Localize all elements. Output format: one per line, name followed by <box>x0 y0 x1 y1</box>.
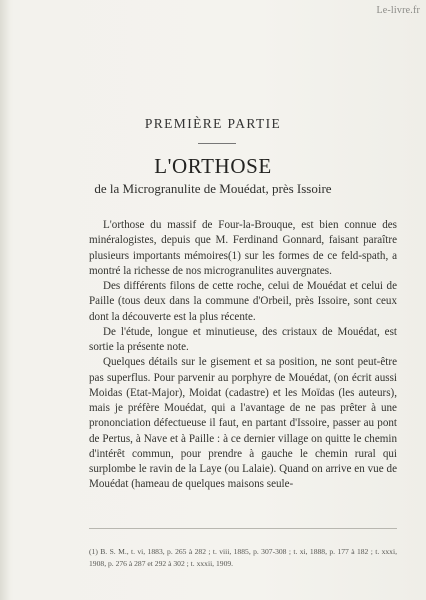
body-text <box>89 218 397 493</box>
footnote-divider <box>89 528 397 529</box>
part-heading: PREMIÈRE PARTIE <box>144 116 282 131</box>
paragraph: Quelques détails sur le gisement et sa position, ne sont peut-être pas superflus. Pour parvenir au porphyre de Mouédat, (on écrit aussi Moidas (Etat-Major), Moidat (cadastre) et les Moïdas (les auteurs), mais je préfère Mouédat, qui a l'avantage de ne pas prêter à une prononciation défectueuse il faut, en partant d'Issoire, passer au pont de Pertus, à Nave et à Paille : à ce dernier village on quitte le chemin d'intérêt commun, pour prendre à gauche le chemin rural qui surplombe le ravin de la Laye (ou Lalaie). Quand on arrive en vue de Mouédat (hameau de quelques maisons seule- <box>89 356 397 491</box>
paragraph: De l'étude, longue et minutieuse, des cristaux de Mouédat, est sortie la présente note. <box>89 325 397 353</box>
paragraph: Des différents filons de cette roche, celui de Mouédat et celui de Paille (tous deux dans la commune d'Orbeil, près Issoire, sont ceux dont la découverte est la plus récente. <box>89 280 397 323</box>
binding-edge <box>0 0 10 600</box>
heading-rule <box>198 143 236 144</box>
paragraph: L'orthose du massif de Four-la-Brouque, est bien connue des minéralogistes, depuis que M. Ferdinand Gonnard, faisant paraître plusieurs importants mémoires(1) sur les formes de ce feld-spath, a montré la richesse de nos microgranulites auvergnates. <box>89 219 397 277</box>
footnote: (1) B. S. M., t. vi, 1883, p. 265 à 282 ; t. viii, 1885, p. 307-308 ; t. xi, 1888, p. 177 à 182 ; t. xxxi, 1908, p. 276 à 287 et 292 à 302 ; t. xxxii, 1909. <box>89 547 397 568</box>
chapter-subtitle: de la Microgranulite de Mouédat, près Issoire <box>94 181 332 196</box>
chapter-title: L'ORTHOSE <box>154 154 272 178</box>
watermark: Le-livre.fr <box>376 5 420 16</box>
